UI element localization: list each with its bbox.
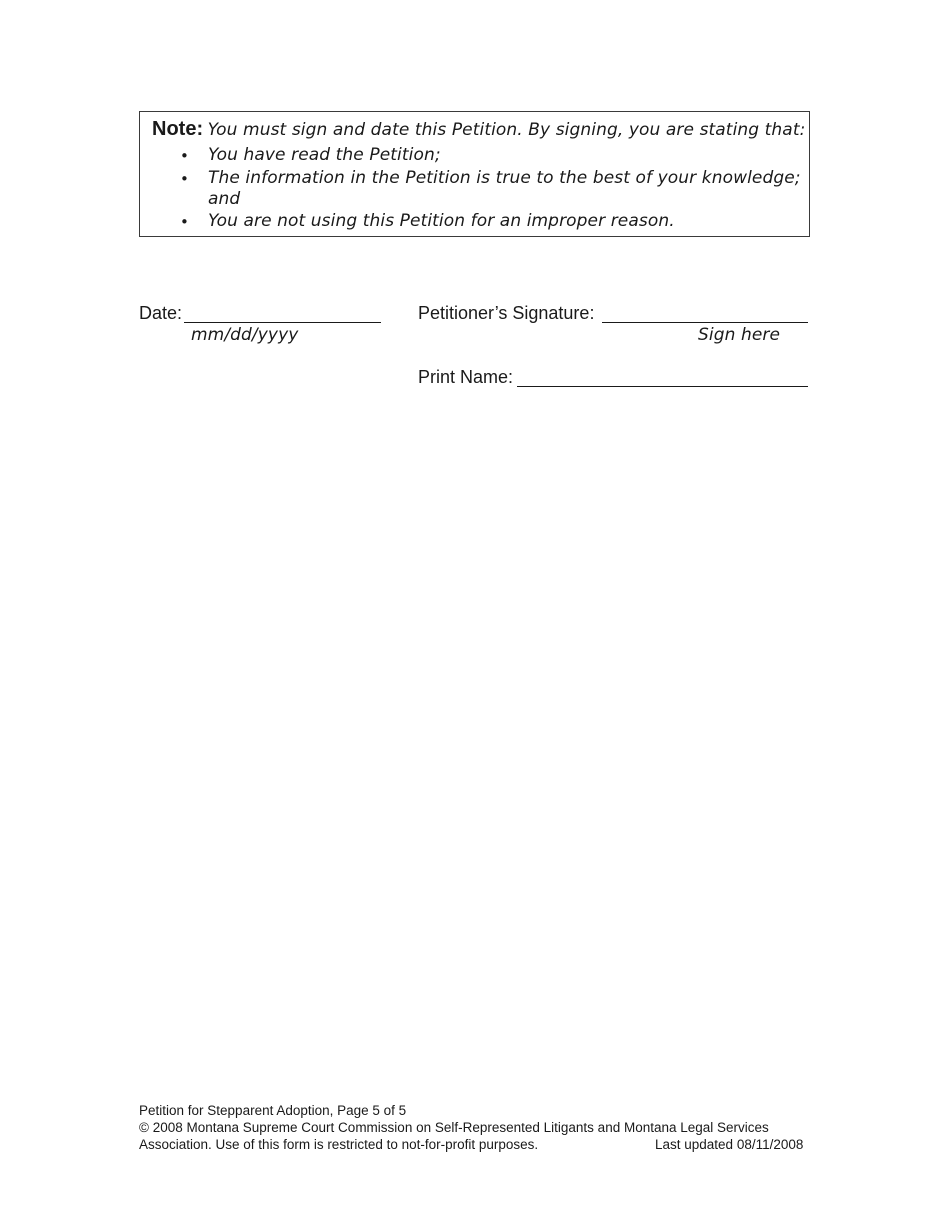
note-bullet-2: The information in the Petition is true to the best of your knowledge; [208, 168, 801, 188]
signature-field[interactable] [602, 322, 808, 323]
date-format-hint: mm/dd/yyyy [191, 325, 299, 345]
note-bullet-3: You are not using this Petition for an improper reason. [208, 211, 675, 231]
bullet-icon: • [180, 213, 189, 231]
note-box [139, 111, 810, 237]
note-intro-line [152, 118, 805, 141]
bullet-icon: • [180, 170, 189, 188]
print-name-field[interactable] [517, 386, 808, 387]
signature-label: Petitioner’s Signature: [418, 303, 595, 323]
date-field[interactable] [184, 322, 381, 323]
footer-form-title: Petition for Stepparent Adoption, Page 5 of 5 [139, 1103, 407, 1118]
note-bullet-1: You have read the Petition; [208, 145, 441, 165]
note-label: Note: [152, 118, 204, 140]
print-name-label: Print Name: [418, 367, 514, 387]
date-label: Date: [139, 303, 183, 323]
footer-copyright-line1: © 2008 Montana Supreme Court Commission on Self-Represented Litigants and Montana Legal Services [139, 1120, 769, 1135]
note-bullet-2-continuation: and [208, 189, 241, 209]
note-intro-text: You must sign and date this Petition. By signing, you are stating that: [207, 120, 806, 140]
sign-here-hint: Sign here [698, 325, 781, 345]
bullet-icon: • [180, 147, 189, 165]
footer-last-updated: Last updated 08/11/2008 [655, 1137, 804, 1152]
footer-copyright-line2: Association. Use of this form is restricted to not-for-profit purposes. [139, 1137, 539, 1152]
